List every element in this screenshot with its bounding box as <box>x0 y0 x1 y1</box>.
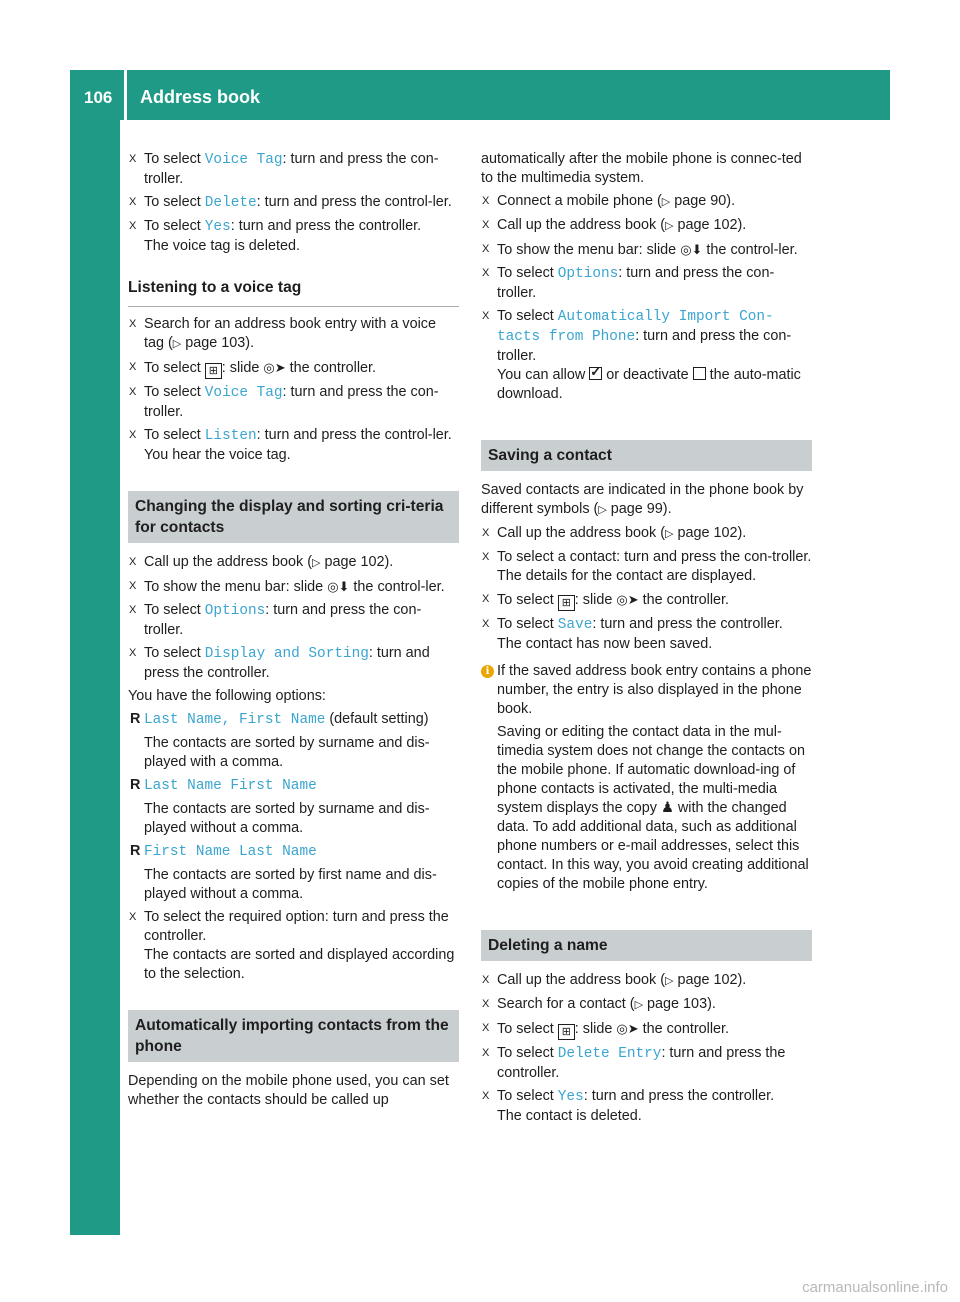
step: X To show the menu bar: slide ◎⬇ the control-ler. <box>129 579 445 595</box>
side-tab-label: Telephone <box>82 570 105 674</box>
step-arrow-icon: X <box>482 527 490 539</box>
page-ref-icon: ▷ <box>665 220 674 232</box>
controller-slide-icon: ◎⬇ <box>680 242 703 257</box>
step: X To select Listen: turn and press the control-ler. You hear the voice tag. <box>129 427 452 463</box>
step-arrow-icon: X <box>482 1047 490 1059</box>
page-ref-icon: ▷ <box>312 557 321 569</box>
step: X To select the required option: turn and press the controller. The contacts are sorted and displayed according to the selection. <box>129 909 455 982</box>
page-ref-icon: ▷ <box>665 528 674 540</box>
step: X Search for a contact (▷ page 103). <box>482 996 716 1012</box>
paragraph: Saved contacts are indicated in the phone book by different symbols (▷ page 99). <box>481 482 804 517</box>
step: X To select Voice Tag: turn and press the con-troller. <box>129 384 439 420</box>
chapter-title: Address book <box>140 87 261 107</box>
step-arrow-icon: X <box>482 1090 490 1102</box>
menu-item: Automatically Import Con-tacts from Phone <box>497 309 774 345</box>
controller-slide-icon: ◎➤ <box>263 360 286 375</box>
step-arrow-icon: X <box>482 998 490 1010</box>
step-arrow-icon: X <box>129 318 137 330</box>
checkbox-empty-icon <box>693 367 706 380</box>
step: X Call up the address book (▷ page 102). <box>482 217 747 233</box>
step: X To select Save: turn and press the controller. The contact has now been saved. <box>482 616 783 652</box>
page-ref-icon: ▷ <box>665 975 674 987</box>
info-note-continued: Saving or editing the contact data in the mul-timedia system does not change the contacts on the mobile phone. If automatic download-ing of phone contacts is activated, the multi-media system displays the copy ♟ with the changed data. To add additional data, such as additional phone numbers or e-mail addresses, select this contact. In this way, you avoid creating additional copies of the mobile phone entry. <box>497 724 809 892</box>
info-note: i If the saved address book entry contains a phone number, the entry is also displayed in the phone book. <box>481 662 812 719</box>
step-arrow-icon: X <box>129 604 137 616</box>
menu-item: Save <box>557 617 593 633</box>
step-result: The details for the contact are displayed. <box>497 568 757 584</box>
step-arrow-icon: X <box>129 386 137 398</box>
bullet-icon: R <box>130 777 141 793</box>
phonebook-key-icon: ⊞ <box>205 363 222 379</box>
controller-slide-icon: ◎⬇ <box>327 579 350 594</box>
paragraph: You have the following options: <box>128 688 326 704</box>
menu-item: Delete Entry <box>557 1046 662 1062</box>
bullet-icon: R <box>130 711 141 727</box>
menu-item: Display and Sorting <box>204 646 369 662</box>
step: X To select ⊞ : slide ◎➤ the controller. <box>129 360 377 377</box>
step: X To select ⊞ : slide ◎➤ the controller. <box>482 592 730 609</box>
page-number: 106 <box>84 88 113 107</box>
step-arrow-icon: X <box>482 618 490 630</box>
paragraph: Depending on the mobile phone used, you can set whether the contacts should be called up <box>128 1073 449 1108</box>
step: X To select a contact: turn and press the con-troller. The details for the contact are displayed. <box>482 549 812 584</box>
step-arrow-icon: X <box>482 310 490 322</box>
bullet-icon: R <box>130 843 141 859</box>
step-arrow-icon: X <box>129 361 137 373</box>
right-column <box>481 150 812 1130</box>
left-column <box>128 150 459 1114</box>
step-result: The contact is deleted. <box>497 1108 642 1124</box>
menu-item: Yes <box>204 219 231 235</box>
step: X To select Options: turn and press the con-troller. <box>129 602 422 638</box>
option-description: The contacts are sorted by surname and dis-played with a comma. <box>144 735 430 770</box>
step: X Search for an address book entry with a voice tag (▷ page 103). <box>129 316 436 351</box>
step-arrow-icon: X <box>482 1022 490 1034</box>
section-heading: Deleting a name <box>481 930 812 961</box>
header-divider <box>124 70 127 120</box>
step-arrow-icon: X <box>129 153 137 165</box>
watermark: carmanualsonline.info <box>802 1279 948 1296</box>
step: X To select Yes: turn and press the controller. The contact is deleted. <box>482 1088 775 1124</box>
page-ref-icon: ▷ <box>661 196 671 208</box>
page-header <box>70 70 890 120</box>
step-arrow-icon: X <box>129 580 137 592</box>
step: X To select Delete Entry: turn and press the controller. <box>482 1045 786 1081</box>
controller-slide-icon: ◎➤ <box>616 1021 639 1036</box>
step: X To select Delete: turn and press the control-ler. <box>129 194 452 211</box>
menu-item: Listen <box>204 428 257 444</box>
menu-item: Voice Tag <box>204 385 283 401</box>
phonebook-key-icon: ⊞ <box>558 595 575 611</box>
page-ref-icon: ▷ <box>634 999 644 1011</box>
step-result: You hear the voice tag. <box>144 447 291 463</box>
step-result: The contacts are sorted and displayed according to the selection. <box>144 947 455 982</box>
step-arrow-icon: X <box>482 219 490 231</box>
step-arrow-icon: X <box>129 556 137 568</box>
step-arrow-icon: X <box>129 911 137 923</box>
step-arrow-icon: X <box>129 220 137 232</box>
section-heading: Saving a contact <box>481 440 812 471</box>
step-arrow-icon: X <box>129 429 137 441</box>
checkbox-checked-icon <box>589 367 602 380</box>
step: X To select Yes: turn and press the controller. The voice tag is deleted. <box>129 218 422 254</box>
page-ref-icon: ▷ <box>598 504 607 516</box>
step-arrow-icon: X <box>482 267 490 279</box>
step: X Connect a mobile phone (▷ page 90). <box>482 193 736 209</box>
paragraph: automatically after the mobile phone is connec-ted to the multimedia system. <box>481 151 802 186</box>
menu-item: Options <box>557 266 619 282</box>
step: X To select ⊞ : slide ◎➤ the controller. <box>482 1021 730 1038</box>
step: X To show the menu bar: slide ◎⬇ the control-ler. <box>482 242 798 258</box>
menu-item: Delete <box>204 195 257 211</box>
step: X Call up the address book (▷ page 102). <box>129 554 394 570</box>
info-icon: i <box>481 665 494 678</box>
step-result: The voice tag is deleted. <box>144 238 300 254</box>
section-heading: Changing the display and sorting cri-teria for contacts <box>128 491 459 543</box>
menu-item: Yes <box>557 1089 584 1105</box>
option-item: R Last Name, First Name (default setting) <box>130 711 429 728</box>
option-description: The contacts are sorted by first name and dis-played without a comma. <box>144 867 437 902</box>
step-result: The contact has now been saved. <box>497 636 713 652</box>
menu-item: Options <box>204 603 266 619</box>
step: X Call up the address book (▷ page 102). <box>482 972 747 988</box>
controller-slide-icon: ◎➤ <box>616 592 639 607</box>
option-item: R First Name Last Name <box>130 843 317 860</box>
step-arrow-icon: X <box>482 974 490 986</box>
step-arrow-icon: X <box>482 195 490 207</box>
person-copy-icon: ♟ <box>660 800 674 816</box>
step-arrow-icon: X <box>482 243 490 255</box>
page-ref-icon: ▷ <box>172 338 182 350</box>
step-arrow-icon: X <box>482 593 490 605</box>
step: X To select Voice Tag: turn and press the con-troller. <box>129 151 439 187</box>
phonebook-key-icon: ⊞ <box>558 1024 575 1040</box>
section-heading: Automatically importing contacts from the phone <box>128 1010 459 1062</box>
step-arrow-icon: X <box>129 196 137 208</box>
step: X To select Options: turn and press the con-troller. <box>482 265 775 301</box>
option-description: The contacts are sorted by surname and dis-played without a comma. <box>144 801 430 836</box>
option-item: R Last Name First Name <box>130 777 317 794</box>
step-arrow-icon: X <box>482 551 490 563</box>
section-heading: Listening to a voice tag <box>128 278 459 307</box>
step-arrow-icon: X <box>129 647 137 659</box>
step: X To select Display and Sorting: turn and press the controller. <box>129 645 430 681</box>
menu-item: Voice Tag <box>204 152 283 168</box>
step: X To select Automatically Import Con-tacts from Phone: turn and press the con-troller. You can allow ✓ or deactivate the auto-matic download. <box>481 307 812 404</box>
step: X Call up the address book (▷ page 102). <box>482 525 747 541</box>
